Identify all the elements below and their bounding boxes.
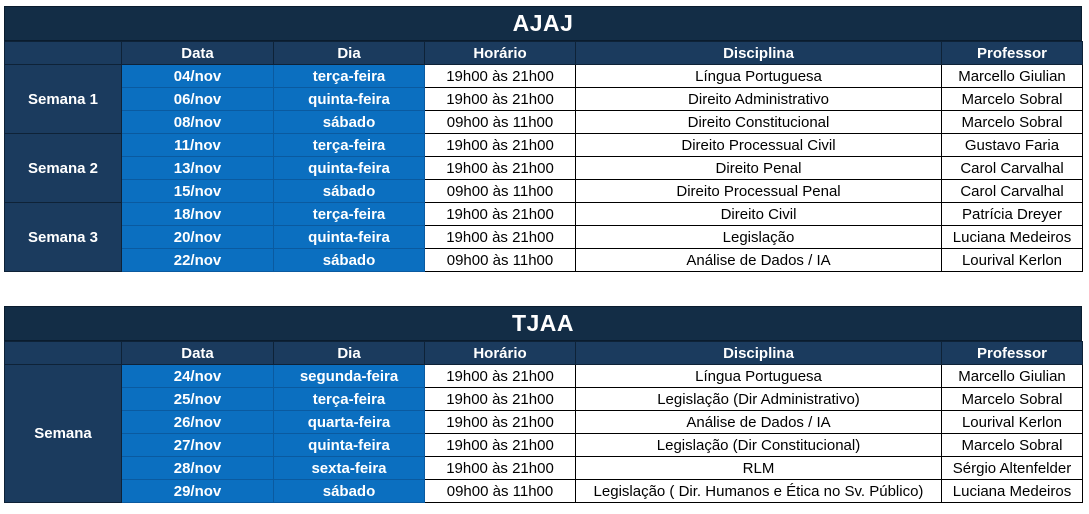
weekday-cell: sexta-feira bbox=[274, 457, 425, 480]
table-row bbox=[5, 203, 1083, 226]
time-cell: 19h00 às 21h00 bbox=[425, 134, 576, 157]
weekday-cell: segunda-feira bbox=[274, 365, 425, 388]
date-cell: 18/nov bbox=[122, 203, 274, 226]
table-row bbox=[5, 180, 1083, 203]
weekday-cell: quinta-feira bbox=[274, 434, 425, 457]
table-row bbox=[5, 134, 1083, 157]
weekday-cell: terça-feira bbox=[274, 388, 425, 411]
subject-cell: Legislação (Dir Administrativo) bbox=[576, 388, 942, 411]
section-title: AJAJ bbox=[4, 6, 1082, 41]
subject-cell: Direito Constitucional bbox=[576, 111, 942, 134]
date-cell: 15/nov bbox=[122, 180, 274, 203]
week-label: Semana 3 bbox=[5, 203, 122, 272]
table-row bbox=[5, 411, 1083, 434]
date-cell: 29/nov bbox=[122, 480, 274, 503]
weekday-cell: quinta-feira bbox=[274, 157, 425, 180]
column-header bbox=[5, 42, 122, 65]
time-cell: 19h00 às 21h00 bbox=[425, 411, 576, 434]
time-cell: 19h00 às 21h00 bbox=[425, 457, 576, 480]
teacher-cell: Sérgio Altenfelder bbox=[942, 457, 1083, 480]
table-row bbox=[5, 365, 1083, 388]
column-header: Disciplina bbox=[576, 42, 942, 65]
week-label: Semana bbox=[5, 365, 122, 503]
table-row bbox=[5, 111, 1083, 134]
teacher-cell: Lourival Kerlon bbox=[942, 249, 1083, 272]
teacher-cell: Marcelo Sobral bbox=[942, 88, 1083, 111]
teacher-cell: Marcelo Sobral bbox=[942, 111, 1083, 134]
weekday-cell: terça-feira bbox=[274, 203, 425, 226]
subject-cell: Direito Civil bbox=[576, 203, 942, 226]
time-cell: 19h00 às 21h00 bbox=[425, 65, 576, 88]
tjaa-schedule bbox=[4, 306, 1082, 503]
time-cell: 19h00 às 21h00 bbox=[425, 226, 576, 249]
time-cell: 19h00 às 21h00 bbox=[425, 365, 576, 388]
time-cell: 19h00 às 21h00 bbox=[425, 157, 576, 180]
table-row bbox=[5, 388, 1083, 411]
table-row bbox=[5, 480, 1083, 503]
column-header: Professor bbox=[942, 342, 1083, 365]
subject-cell: Legislação (Dir Constitucional) bbox=[576, 434, 942, 457]
weekday-cell: sábado bbox=[274, 180, 425, 203]
header-row bbox=[5, 42, 1083, 65]
column-header: Disciplina bbox=[576, 342, 942, 365]
subject-cell: Legislação ( Dir. Humanos e Ética no Sv. Público) bbox=[576, 480, 942, 503]
teacher-cell: Marcelo Sobral bbox=[942, 388, 1083, 411]
ajaj-schedule bbox=[4, 6, 1082, 272]
week-label: Semana 2 bbox=[5, 134, 122, 203]
subject-cell: Direito Processual Civil bbox=[576, 134, 942, 157]
table-row bbox=[5, 434, 1083, 457]
column-header: Professor bbox=[942, 42, 1083, 65]
date-cell: 22/nov bbox=[122, 249, 274, 272]
column-header: Data bbox=[122, 42, 274, 65]
subject-cell: Língua Portuguesa bbox=[576, 365, 942, 388]
column-header: Data bbox=[122, 342, 274, 365]
subject-cell: Direito Processual Penal bbox=[576, 180, 942, 203]
schedule-table bbox=[4, 341, 1083, 503]
column-header: Horário bbox=[425, 342, 576, 365]
weekday-cell: sábado bbox=[274, 111, 425, 134]
date-cell: 20/nov bbox=[122, 226, 274, 249]
subject-cell: RLM bbox=[576, 457, 942, 480]
teacher-cell: Carol Carvalhal bbox=[942, 180, 1083, 203]
subject-cell: Análise de Dados / IA bbox=[576, 249, 942, 272]
teacher-cell: Luciana Medeiros bbox=[942, 480, 1083, 503]
time-cell: 09h00 às 11h00 bbox=[425, 111, 576, 134]
table-row bbox=[5, 226, 1083, 249]
weekday-cell: sábado bbox=[274, 249, 425, 272]
subject-cell: Língua Portuguesa bbox=[576, 65, 942, 88]
header-row bbox=[5, 342, 1083, 365]
time-cell: 19h00 às 21h00 bbox=[425, 434, 576, 457]
teacher-cell: Lourival Kerlon bbox=[942, 411, 1083, 434]
table-row bbox=[5, 457, 1083, 480]
weekday-cell: terça-feira bbox=[274, 65, 425, 88]
column-header bbox=[5, 342, 122, 365]
table-row bbox=[5, 249, 1083, 272]
section-title: TJAA bbox=[4, 306, 1082, 341]
date-cell: 25/nov bbox=[122, 388, 274, 411]
date-cell: 11/nov bbox=[122, 134, 274, 157]
time-cell: 09h00 às 11h00 bbox=[425, 180, 576, 203]
column-header: Horário bbox=[425, 42, 576, 65]
schedule-table bbox=[4, 41, 1083, 272]
subject-cell: Análise de Dados / IA bbox=[576, 411, 942, 434]
teacher-cell: Marcello Giulian bbox=[942, 365, 1083, 388]
teacher-cell: Gustavo Faria bbox=[942, 134, 1083, 157]
table-row bbox=[5, 157, 1083, 180]
teacher-cell: Patrícia Dreyer bbox=[942, 203, 1083, 226]
table-row bbox=[5, 88, 1083, 111]
teacher-cell: Marcelo Sobral bbox=[942, 434, 1083, 457]
teacher-cell: Marcello Giulian bbox=[942, 65, 1083, 88]
time-cell: 19h00 às 21h00 bbox=[425, 388, 576, 411]
column-header: Dia bbox=[274, 342, 425, 365]
subject-cell: Direito Penal bbox=[576, 157, 942, 180]
date-cell: 08/nov bbox=[122, 111, 274, 134]
time-cell: 09h00 às 11h00 bbox=[425, 480, 576, 503]
weekday-cell: quinta-feira bbox=[274, 226, 425, 249]
table-row bbox=[5, 65, 1083, 88]
teacher-cell: Carol Carvalhal bbox=[942, 157, 1083, 180]
time-cell: 19h00 às 21h00 bbox=[425, 88, 576, 111]
week-label: Semana 1 bbox=[5, 65, 122, 134]
date-cell: 26/nov bbox=[122, 411, 274, 434]
time-cell: 09h00 às 11h00 bbox=[425, 249, 576, 272]
date-cell: 06/nov bbox=[122, 88, 274, 111]
column-header: Dia bbox=[274, 42, 425, 65]
time-cell: 19h00 às 21h00 bbox=[425, 203, 576, 226]
date-cell: 04/nov bbox=[122, 65, 274, 88]
weekday-cell: terça-feira bbox=[274, 134, 425, 157]
weekday-cell: sábado bbox=[274, 480, 425, 503]
date-cell: 13/nov bbox=[122, 157, 274, 180]
date-cell: 28/nov bbox=[122, 457, 274, 480]
subject-cell: Legislação bbox=[576, 226, 942, 249]
date-cell: 27/nov bbox=[122, 434, 274, 457]
weekday-cell: quarta-feira bbox=[274, 411, 425, 434]
weekday-cell: quinta-feira bbox=[274, 88, 425, 111]
teacher-cell: Luciana Medeiros bbox=[942, 226, 1083, 249]
subject-cell: Direito Administrativo bbox=[576, 88, 942, 111]
date-cell: 24/nov bbox=[122, 365, 274, 388]
